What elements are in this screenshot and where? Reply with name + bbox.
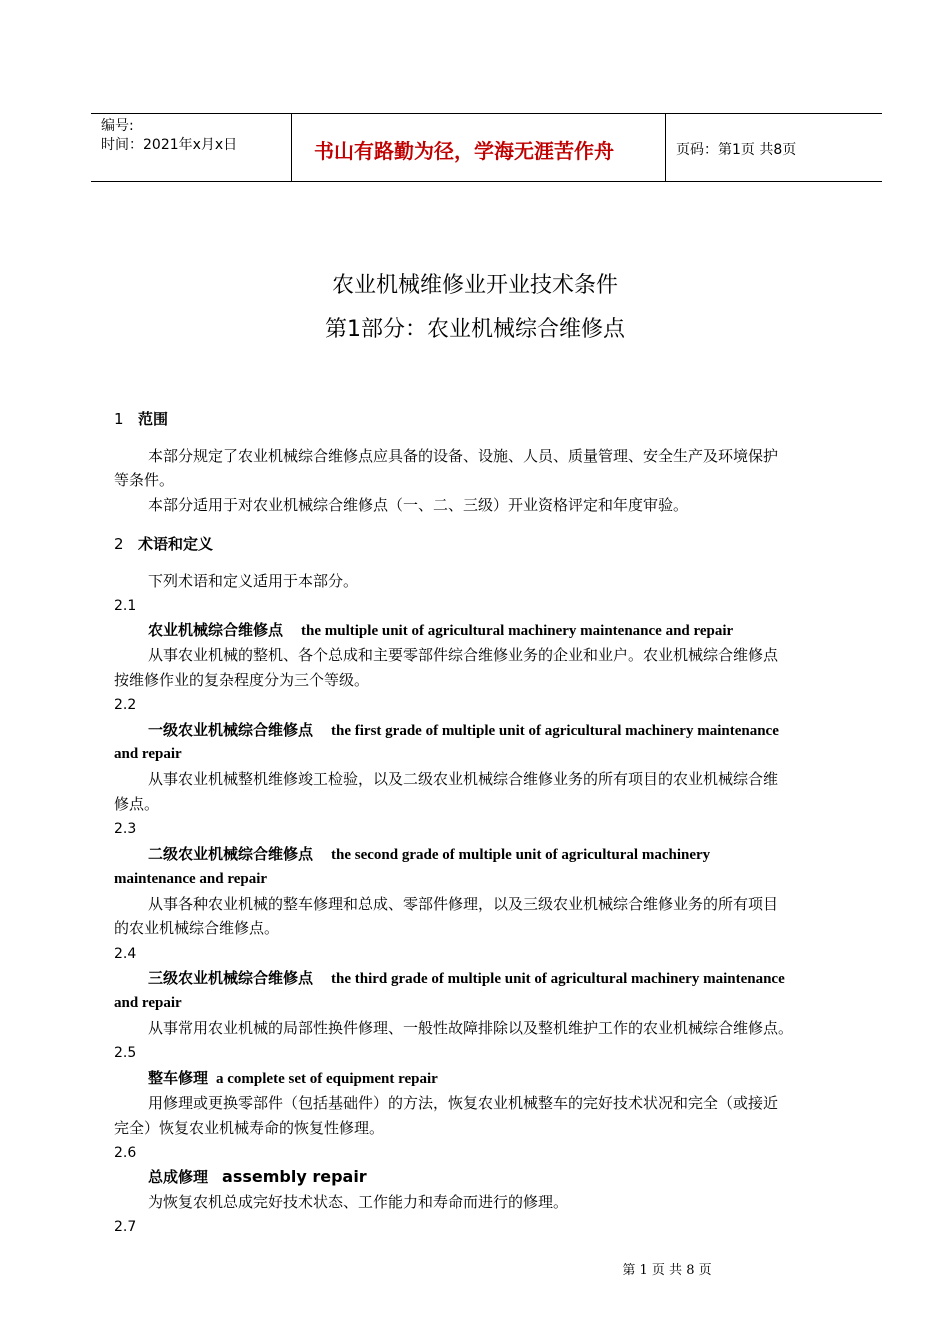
section-heading-scope bbox=[114, 409, 168, 429]
term-chinese: 整车修理 bbox=[148, 1069, 209, 1087]
term-line bbox=[148, 844, 710, 865]
paragraph-line: 本部分适用于对农业机械综合维修点（一、二、三级）开业资格评定和年度审验。 bbox=[148, 496, 689, 514]
clause-number: 2.7 bbox=[114, 1219, 137, 1235]
term-english: a complete set of equipment repair bbox=[216, 1071, 438, 1087]
term-line bbox=[148, 720, 779, 741]
definition-line: 用修理或更换零部件（包括基础件）的方法，恢复农业机械整车的完好技术状况和完全（或接近 bbox=[148, 1094, 779, 1112]
term-line bbox=[148, 1068, 438, 1089]
document-subtitle: 第1部分：农业机械综合维修点 bbox=[325, 317, 625, 342]
clause-number: 2.5 bbox=[114, 1045, 137, 1061]
term-line bbox=[148, 620, 733, 641]
page-footer bbox=[0, 1259, 950, 1278]
term-line bbox=[148, 1167, 367, 1187]
section-number: 2 bbox=[114, 535, 124, 553]
paragraph-line: 本部分规定了农业机械综合维修点应具备的设备、设施、人员、质量管理、安全生产及环境保护 bbox=[148, 447, 779, 465]
section-title: 术语和定义 bbox=[138, 535, 214, 553]
definition-line: 修点。 bbox=[114, 795, 160, 813]
section-title: 范围 bbox=[138, 410, 169, 428]
term-chinese: 总成修理 bbox=[148, 1168, 209, 1186]
header-page-cell bbox=[666, 114, 882, 181]
section-heading-terms bbox=[114, 534, 213, 554]
definition-line: 从事常用农业机械的局部性换件修理、一般性故障排除以及整机维护工作的农业机械综合维修点。 bbox=[148, 1019, 794, 1037]
term-chinese: 一级农业机械综合维修点 bbox=[148, 721, 314, 739]
definition-line: 从事农业机械整机维修竣工检验，以及二级农业机械综合维修业务的所有项目的农业机械综合维 bbox=[148, 770, 779, 788]
clause-number: 2.2 bbox=[114, 697, 137, 713]
header-motto-cell bbox=[292, 114, 666, 181]
term-english: the first grade of multiple unit of agricultural machinery maintenance bbox=[331, 723, 779, 739]
term-english-cont: maintenance and repair bbox=[114, 871, 268, 887]
paragraph-line: 等条件。 bbox=[114, 471, 175, 489]
header-info-cell bbox=[91, 114, 292, 181]
term-chinese: 二级农业机械综合维修点 bbox=[148, 845, 314, 863]
document-title: 农业机械维修业开业技术条件 bbox=[331, 273, 618, 298]
term-english: the third grade of multiple unit of agricultural machinery maintenance bbox=[331, 971, 785, 987]
definition-line: 按维修作业的复杂程度分为三个等级。 bbox=[114, 671, 370, 689]
code-label: 编号: bbox=[101, 118, 134, 134]
definition-line: 完全）恢复农业机械寿命的恢复性修理。 bbox=[114, 1119, 385, 1137]
term-english-cont: and repair bbox=[114, 746, 182, 762]
clause-number: 2.4 bbox=[114, 946, 137, 962]
term-chinese: 农业机械综合维修点 bbox=[148, 621, 284, 639]
section-number: 1 bbox=[114, 410, 124, 428]
clause-number: 2.1 bbox=[114, 598, 137, 614]
term-chinese: 三级农业机械综合维修点 bbox=[148, 969, 314, 987]
definition-line: 从事各种农业机械的整车修理和总成、零部件修理，以及三级农业机械综合维修业务的所有项目 bbox=[148, 895, 779, 913]
paragraph-line: 下列术语和定义适用于本部分。 bbox=[148, 572, 359, 590]
definition-line: 为恢复农机总成完好技术状态、工作能力和寿命而进行的修理。 bbox=[148, 1193, 569, 1211]
page-code: 页码：第1页 共8页 bbox=[676, 142, 797, 158]
term-english: assembly repair bbox=[222, 1167, 367, 1186]
term-line bbox=[148, 968, 785, 989]
clause-number: 2.6 bbox=[114, 1145, 137, 1161]
header-table bbox=[91, 113, 882, 182]
term-english: the multiple unit of agricultural machinery maintenance and repair bbox=[301, 623, 734, 639]
motto: 书山有路勤为径，学海无涯苦作舟 bbox=[314, 139, 614, 163]
time-label: 时间：2021年x月x日 bbox=[101, 137, 238, 153]
footer-page-number: 第 1 页 共 8 页 bbox=[622, 1263, 712, 1278]
clause-number: 2.3 bbox=[114, 821, 137, 837]
definition-line: 从事农业机械的整机、各个总成和主要零部件综合维修业务的企业和业户。农业机械综合维修点 bbox=[148, 646, 779, 664]
term-english-cont: and repair bbox=[114, 995, 182, 1011]
definition-line: 的农业机械综合维修点。 bbox=[114, 919, 280, 937]
term-english: the second grade of multiple unit of agricultural machinery bbox=[331, 847, 711, 863]
